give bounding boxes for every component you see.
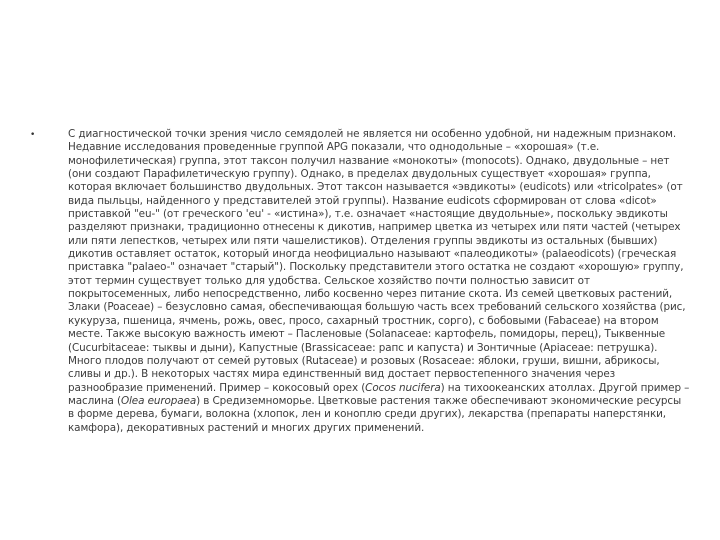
italic-species-name: Cocos nucifera xyxy=(365,381,441,394)
bullet-list xyxy=(30,128,690,435)
bullet-dot-icon: • xyxy=(30,130,36,140)
text-segment: ) в Средиземноморье. Цветковые растения также обеспечивают экономические ресурсы в форме дерева, бумаги, волокна (хлопок, лен и коноплю среди других), лекарства (препараты наперстянки, камфора), декоративных растений и многих других применений. xyxy=(68,394,682,434)
bullet-item xyxy=(30,128,690,435)
italic-species-name: Olea europaea xyxy=(120,394,197,407)
body-paragraph xyxy=(68,128,690,435)
text-segment: С диагностической точки зрения число семядолей не является ни особенно удобной, ни надежным признаком. Недавние исследования проведенные группой APG показали, что однодольные – «хорошая» (т.е. монофилетическая) группа, этот таксон получил название «монокоты» (monocots). Однако, двудольные – нет (они создают Парафилетическую группу). Однако, в пределах двудольных существует «хорошая» группа, которая включает большинство двудольных. Этот таксон называется «эвдикоты» (eudicots) или «tricolpates» (от вида пыльцы, найденного у представителей этой группы). Название eudicots сформирован от слова «dicot» приставкой "eu-" (от греческого 'eu' - «истина»), т.е. означает «настоящие двудольные», поскольку эвдикоты разделяют признаки, традиционно отнесены к дикотив, например цветка из четырех или пяти частей (четырех или пяти лепестков, четырех или пяти чашелистиков). Отделения группы эвдикоты из остальных (бывших) дикотив оставляет остаток, который иногда неофициально называют «палеодикоты» (palaeodicots) (греческая приставка "palaeo-" означает "старый"). Поскольку представители этого остатка не создают «хорошую» группу, этот термин существует только для удобства. Сельское хозяйство почти полностью зависит от покрытосеменных, либо непосредственно, либо косвенно через питание скота. Из семей цветковых растений, Злаки (Poaceae) – безусловно самая, обеспечивающая большую часть всех требований сельского хозяйства (рис, кукуруза, пшеница, ячмень, рожь, овес, просо, сахарный тростник, сорго), с бобовыми (Fabaceae) на втором месте. Также высокую важность имеют – Пасленовые (Solanaceae: картофель, помидоры, перец), Тыквенные (Cucurbitaceae: тыквы и дыни), Капустные (Brassicaceae: рапс и капуста) и Зонтичные (Apiaceae: петрушка). Много плодов получают от семей рутовых (Rutaceae) и розовых (Rosaceae: яблоки, груши, вишни, абрикосы, сливы и др.). В некоторых частях мира единственный вид достает первостепенного значения через разнообразие применений. Пример – кокосовый орех ( xyxy=(68,128,686,394)
text-segment: ) на тихоокеанских атоллах. Другой пример – маслина ( xyxy=(68,381,690,407)
